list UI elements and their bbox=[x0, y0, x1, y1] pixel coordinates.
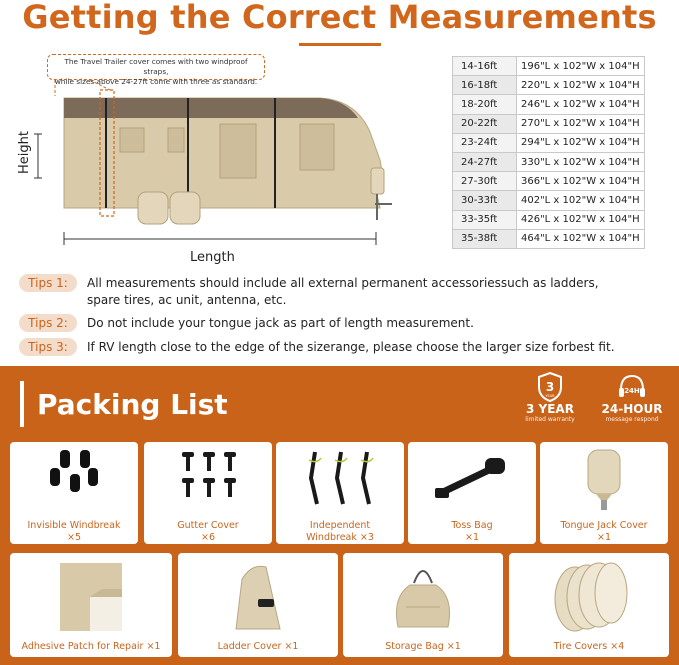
ladder-cover-icon bbox=[228, 559, 288, 635]
item-card-independent-windbreak bbox=[276, 442, 404, 544]
height-label: Height bbox=[17, 131, 32, 174]
tire-covers-icon bbox=[549, 559, 629, 635]
item-qty: ×6 bbox=[200, 532, 215, 543]
size-range: 24-27ft bbox=[453, 152, 517, 171]
size-range: 27-30ft bbox=[453, 172, 517, 191]
windbreak-clips-icon bbox=[40, 448, 110, 508]
item-card-toss-bag bbox=[408, 442, 536, 544]
storage-bag-icon bbox=[388, 557, 458, 633]
item-label: Storage Bag ×1 bbox=[385, 641, 461, 652]
tip-line: spare tires, ac unit, antenna, etc. bbox=[87, 293, 287, 307]
warranty-badge bbox=[520, 372, 580, 423]
size-row bbox=[453, 114, 645, 133]
callout-line-2: while sizes above 24-27ft come with three as standard. bbox=[54, 77, 258, 86]
item-card-storage-bag bbox=[343, 553, 503, 657]
item-card-tire-covers bbox=[509, 553, 669, 657]
size-range: 14-16ft bbox=[453, 57, 517, 76]
size-range: 33-35ft bbox=[453, 210, 517, 229]
size-row bbox=[453, 76, 645, 95]
support-small: message respond bbox=[605, 416, 659, 423]
adhesive-patch-icon bbox=[46, 559, 136, 635]
item-qty: ×1 bbox=[464, 532, 479, 543]
size-row bbox=[453, 133, 645, 152]
item-card-gutter-cover bbox=[144, 442, 272, 544]
item-qty: ×5 bbox=[66, 532, 81, 543]
item-label-2: Windbreak ×3 bbox=[306, 532, 374, 543]
tip-text bbox=[87, 275, 647, 309]
size-range: 18-20ft bbox=[453, 95, 517, 114]
size-dimensions: 220"L x 102"W x 104"H bbox=[517, 76, 645, 95]
svg-text:YEAR: YEAR bbox=[545, 394, 555, 398]
size-row bbox=[453, 191, 645, 210]
length-label: Length bbox=[190, 250, 235, 265]
callout-line-1: The Travel Trailer cover comes with two windproof straps, bbox=[64, 57, 248, 76]
size-range: 23-24ft bbox=[453, 133, 517, 152]
size-dimensions: 366"L x 102"W x 104"H bbox=[517, 172, 645, 191]
item-qty: ×1 bbox=[596, 532, 611, 543]
tongue-jack-cover-icon bbox=[574, 446, 634, 512]
size-dimensions: 246"L x 102"W x 104"H bbox=[517, 95, 645, 114]
size-range: 20-22ft bbox=[453, 114, 517, 133]
size-dimensions: 294"L x 102"W x 104"H bbox=[517, 133, 645, 152]
headset-icon bbox=[616, 372, 648, 402]
support-badge bbox=[596, 372, 668, 423]
item-label: Tire Covers ×4 bbox=[553, 641, 625, 652]
item-label: Toss Bag bbox=[451, 520, 493, 531]
size-dimensions: 464"L x 102"W x 104"H bbox=[517, 229, 645, 248]
item-label: Independent bbox=[309, 520, 371, 531]
size-row bbox=[453, 229, 645, 248]
size-range: 35-38ft bbox=[453, 229, 517, 248]
size-row bbox=[453, 152, 645, 171]
tip-text: Do not include your tongue jack as part of length measurement. bbox=[87, 316, 474, 330]
item-label: Invisible Windbreak bbox=[27, 520, 121, 531]
size-row bbox=[453, 95, 645, 114]
warranty-small: limited warranty bbox=[525, 416, 575, 423]
strap-callout bbox=[47, 54, 265, 86]
size-range: 30-33ft bbox=[453, 191, 517, 210]
packing-title-bar bbox=[20, 381, 24, 427]
item-label: Tongue Jack Cover bbox=[560, 520, 648, 531]
support-big: 24-HOUR bbox=[601, 402, 663, 416]
packing-title: Packing List bbox=[37, 388, 228, 421]
item-card-ladder-cover bbox=[178, 553, 338, 657]
title-underline bbox=[299, 43, 381, 46]
toss-bag-icon bbox=[427, 452, 517, 512]
svg-text:3: 3 bbox=[545, 380, 555, 394]
size-table bbox=[452, 56, 645, 249]
size-dimensions: 270"L x 102"W x 104"H bbox=[517, 114, 645, 133]
svg-text:24H: 24H bbox=[624, 387, 640, 395]
shield-icon bbox=[537, 372, 563, 402]
travel-trailer-illustration bbox=[20, 80, 400, 245]
tip-text: If RV length close to the edge of the sizerange, please choose the larger size forbest fit. bbox=[87, 340, 615, 354]
item-card-invisible-windbreak bbox=[10, 442, 138, 544]
size-row bbox=[453, 57, 645, 76]
tip-badge: Tips 1: bbox=[19, 274, 77, 292]
size-row bbox=[453, 172, 645, 191]
tip-line: All measurements should include all external permanent accessoriessuch as ladders, bbox=[87, 276, 599, 290]
warranty-big: 3 YEAR bbox=[526, 402, 574, 416]
size-dimensions: 196"L x 102"W x 104"H bbox=[517, 57, 645, 76]
size-row bbox=[453, 210, 645, 229]
tip-badge: Tips 2: bbox=[19, 314, 77, 332]
page-title: Getting the Correct Measurements bbox=[22, 0, 657, 36]
item-card-adhesive-patch bbox=[10, 553, 172, 657]
size-dimensions: 426"L x 102"W x 104"H bbox=[517, 210, 645, 229]
gutter-cover-icon bbox=[174, 448, 244, 508]
tip-badge: Tips 3: bbox=[19, 338, 77, 356]
item-label: Gutter Cover bbox=[177, 520, 239, 531]
item-label: Ladder Cover ×1 bbox=[217, 641, 299, 652]
windbreak-straps-icon bbox=[295, 448, 385, 512]
size-dimensions: 330"L x 102"W x 104"H bbox=[517, 152, 645, 171]
size-range: 16-18ft bbox=[453, 76, 517, 95]
item-label: Adhesive Patch for Repair ×1 bbox=[21, 641, 161, 652]
size-dimensions: 402"L x 102"W x 104"H bbox=[517, 191, 645, 210]
item-card-tongue-jack-cover bbox=[540, 442, 668, 544]
